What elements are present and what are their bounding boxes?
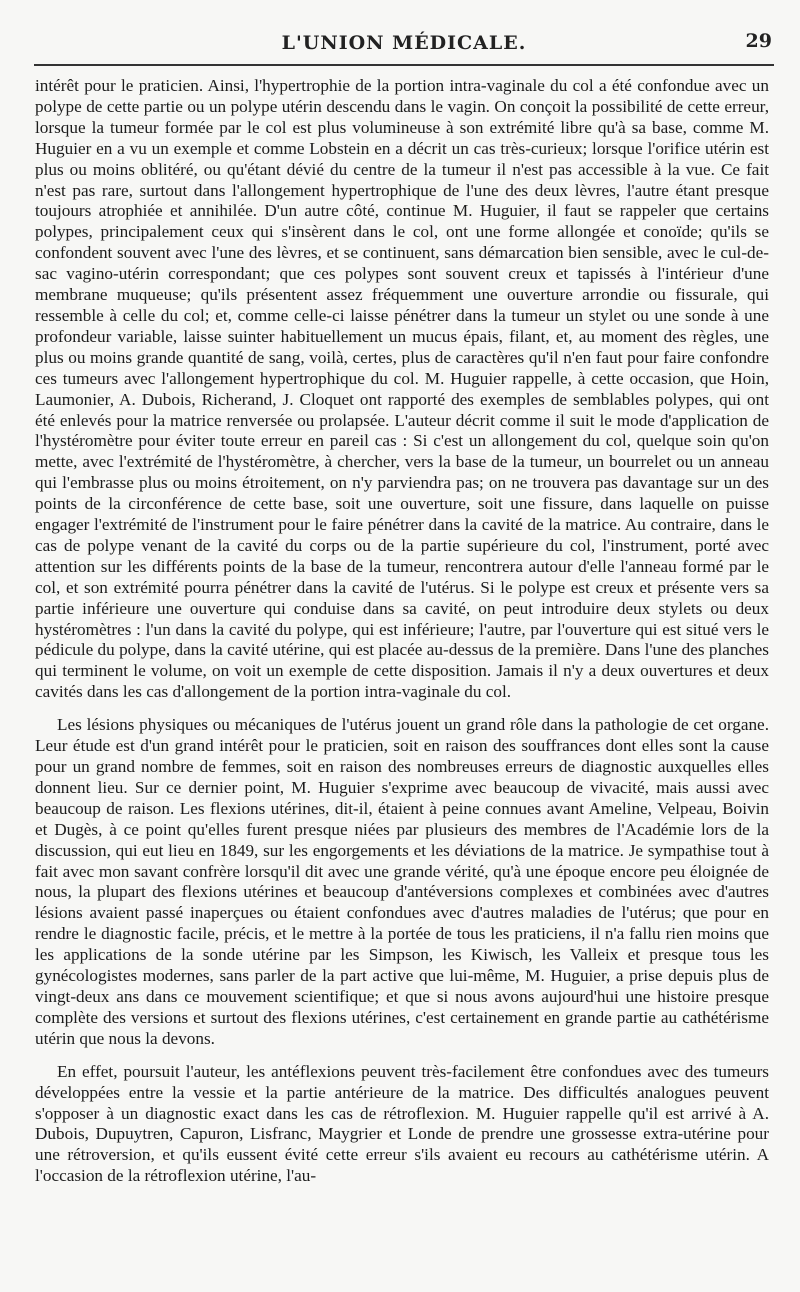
paragraph-3: En effet, poursuit l'auteur, les antéflexions peuvent très-facilement être confondues avec des tumeurs développées entre la vessie et la partie antérieure de la matrice. Des difficultés analogues peuvent s'opposer à un diagnostic exact dans les cas de rétroflexion. M. Huguier rappelle qu'il est arrivé à A. Dubois, Dupuytren, Capuron, Lisfranc, Maygrier et Londe de prendre une grossesse extra-utérine pour une rétroversion, et qu'ils eussent évité cette erreur s'ils avaient eu recours au cathétérisme utérin. A l'occasion de la rétroflexion utérine, l'au- [35,1061,769,1186]
page-number: 29 [745,30,772,52]
body-text [35,76,769,1187]
paragraph-1: intérêt pour le praticien. Ainsi, l'hypertrophie de la portion intra-vaginale du col a été confondue avec un polype de cette partie ou un polype utérin descendu dans le vagin. On conçoit la possibilité de cette erreur, lorsque la tumeur formée par le col est plus volumineuse à son extrémité libre qu'à sa base, comme M. Huguier en a vu un exemple et comme Lobstein en a décrit un cas très-curieux; lorsque l'orifice utérin est plus ou moins oblitéré, ou qu'étant dévié du centre de la tumeur il n'est pas accessible à la vue. Ce fait n'est pas rare, surtout dans l'allongement hypertrophique de l'une des deux lèvres, l'autre étant presque toujours atrophiée et annihilée. D'un autre côté, continue M. Huguier, il faut se rappeler que certains polypes, principalement ceux qui s'insèrent dans le col, ont une forme allongée et conoïde; qu'ils se confondent souvent avec l'une des lèvres, et se continuent, sans démarcation bien sensible, avec le cul-de-sac vagino-utérin correspondant; que ces polypes sont souvent creux et tapissés à l'intérieur d'une membrane muqueuse; qu'ils présentent assez fréquemment une ouverture arrondie ou fissurale, qui ressemble à celle du col; et, comme celle-ci laisse pénétrer dans la tumeur un stylet ou une sonde à une profondeur variable, laisse suinter habituellement un mucus épais, filant, et, au moment des règles, une plus ou moins grande quantité de sang, voilà, certes, plus de caractères qu'il n'en faut pour faire confondre ces tumeurs avec l'allongement hypertrophique du col. M. Huguier rappelle, à cette occasion, que Hoin, Laumonier, A. Dubois, Richerand, J. Cloquet ont rapporté des exemples de semblables polypes, qui ont été enlevés pour la matrice renversée ou prolapsée. L'auteur décrit comme il suit le mode d'application de l'hystéromètre pour éviter toute erreur en pareil cas : Si c'est un allongement du col, quelque soin qu'on mette, avec l'extrémité de l'hystéromètre, à chercher, vers la base de la tumeur, un bourrelet ou un anneau qui l'embrasse plus ou moins étroitement, on n'y parviendra pas; on ne trouvera pas davantage sur un des points de la circonférence de cette base, soit une ouverture, soit une fissure, dans laquelle on puisse engager l'extrémité de l'instrument pour le faire pénétrer dans la cavité de la matrice. Au contraire, dans le cas de polype venant de la cavité du corps ou de la partie supérieure du col, l'instrument, porté avec attention sur les différents points de la base de la tumeur, rencontrera autour d'elle l'anneau formé par le col, et son extrémité pourra pénétrer dans la cavité de l'utérus. Si le polype est creux et présente vers sa partie inférieure une ouverture qui conduise dans sa cavité, on peut introduire deux stylets ou deux hystéromètres : l'un dans la cavité du polype, qui est inférieure; l'autre, par l'ouverture qui est situé vers le pédicule du polype, dans la cavité utérine, qui est placée au-dessus de la première. Dans l'une des planches qui terminent le volume, on voit un exemple de cette disposition. Jamais il n'y a deux ouvertures et deux cavités dans les cas d'allongement de la portion intra-vaginale du col. [35,76,769,702]
paragraph-2: Les lésions physiques ou mécaniques de l'utérus jouent un grand rôle dans la pathologie de cet organe. Leur étude est d'un grand intérêt pour le praticien, soit en raison des souffrances dont elles sont la cause pour un grand nombre de femmes, soit en raison des nombreuses erreurs de diagnostic auxquelles elles donnent lieu. Sur ce dernier point, M. Huguier s'exprime avec beaucoup de vivacité, mais aussi avec beaucoup de raison. Les flexions utérines, dit-il, étaient à peine connues avant Ameline, Velpeau, Boivin et Dugès, à ce point qu'elles furent presque niées par plusieurs des membres de l'Académie lors de la discussion, qui eut lieu en 1849, sur les engorgements et les déviations de la matrice. Je sympathise tout à fait avec mon savant confrère lorsqu'il dit avec une grande vérité, qu'à une époque encore peu éloignée de nous, la plupart des flexions utérines et beaucoup d'antéversions complexes et combinées avec d'autres lésions avaient passé inaperçues ou étaient confondues avec d'autres maladies de l'utérus; que pour en rendre le diagnostic facile, précis, et le mettre à la portée de tous les praticiens, il n'a fallu rien moins que les applications de la sonde utérine par les Simpson, les Kiwisch, les Valleix et presque tous les gynécologistes modernes, sans parler de la part active que lui-même, M. Huguier, a prise depuis plus de vingt-deux ans dans ce mouvement scientifique; et que si nous avons aujourd'hui une histoire presque complète des versions et surtout des flexions utérines, c'est certainement en grande partie au cathétérisme utérin que nous la devons. [35,715,769,1048]
journal-title: L'UNION MÉDICALE. [281,32,527,54]
running-head [34,30,774,58]
header-rule [34,64,774,66]
